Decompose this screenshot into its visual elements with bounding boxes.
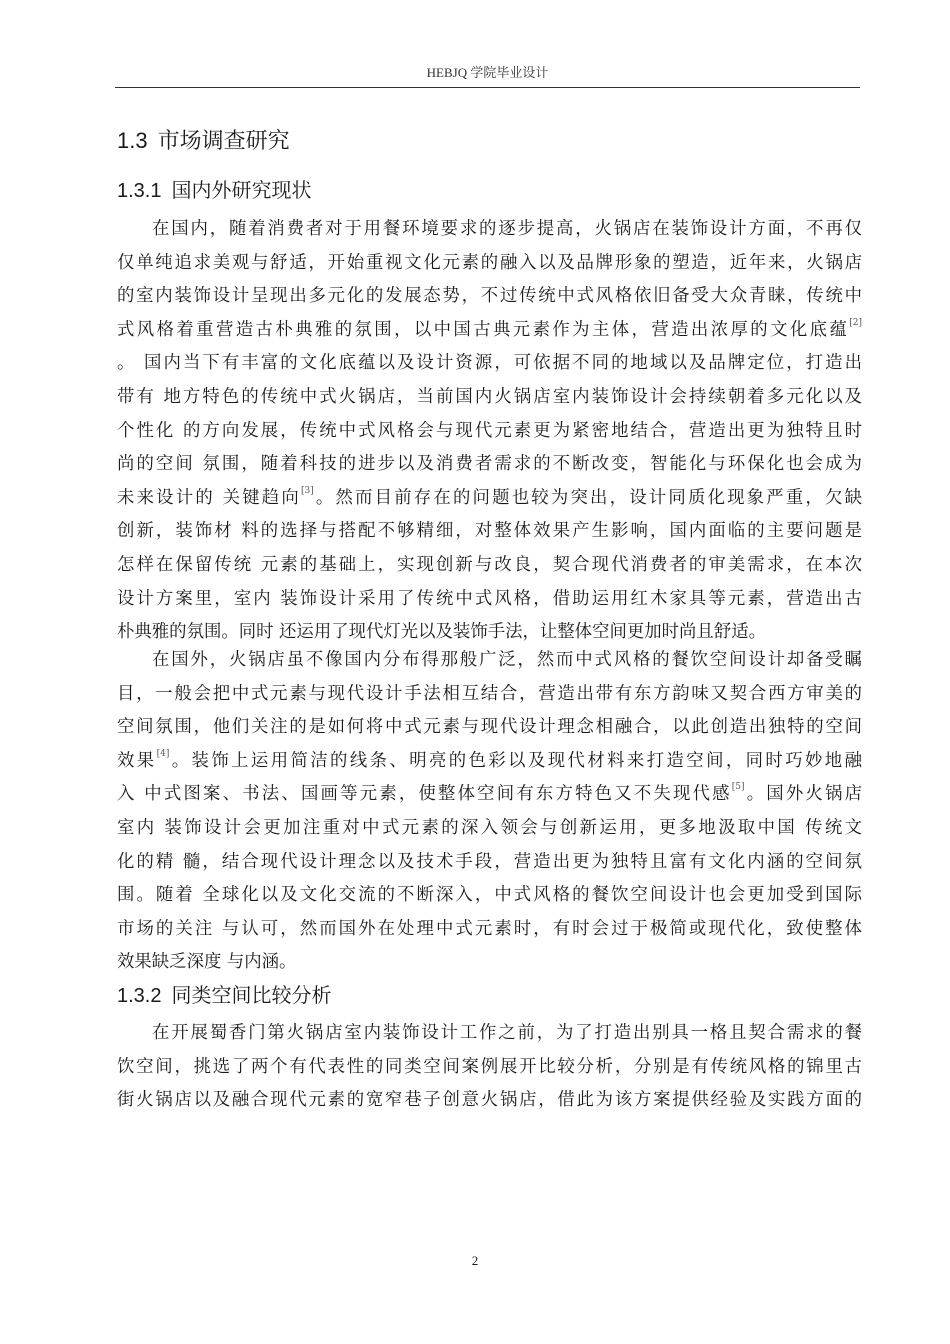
text-line [117,745,862,779]
text-line: 在开展蜀香门第火锅店室内装饰设计工作之前，为了打造出别具一格且契合需求的餐 [152,1023,862,1043]
subsection-number: 1.3.2 [117,985,162,1007]
text-line: 街火锅店以及融合现代元素的宽窄巷子创意火锅店，借此为该方案提供经验及实践方面的 [117,1090,862,1111]
header-divider [115,87,860,88]
text-line: 饮空间，挑选了两个有代表性的同类空间案例展开比较分析，分别是有传统风格的锦里古 [117,1056,862,1077]
citation-ref[interactable]: [5] [731,782,745,793]
section-heading [117,124,290,155]
page-header: HEBJQ 学院毕业设计 [426,65,549,80]
line-text: 。国外火锅店 [744,784,862,805]
line-text: 效果 [117,750,157,771]
page-number: 2 [471,1253,479,1268]
text-line: 创新，装饰材 料的选择与搭配不够精细，对整体效果产生影响，国内面临的主要问题是 [117,521,862,542]
citation-ref[interactable]: [3] [300,485,314,496]
text-line: 带有 地方特色的传统中式火锅店，当前国内火锅店室内装饰设计会持续朝着多元化以及 [117,386,862,407]
text-line: 设计方案里，室内 装饰设计采用了传统中式风格，借助运用红木家具等元素，营造出古 [117,588,862,609]
text-line: 市场的关注 与认可，然而国外在处理中式元素时，有时会过于极简或现代化，致使整体 [117,918,862,939]
text-line: 空间氛围，他们关注的是如何将中式元素与现代设计理念相融合，以此创造出独特的空间 [117,717,862,738]
text-line [117,778,862,812]
text-line: 仅单纯追求美观与舒适，开始重视文化元素的融入以及品牌形象的塑造，近年来，火锅店 [117,252,862,273]
text-line [117,482,862,516]
section-title: 市场调查研究 [157,129,290,154]
line-text: 式风格着重营造古朴典雅的氛围，以中国古典元素作为主体，营造出浓厚的文化底蕴 [117,319,850,340]
text-line: 尚的空间 氛围，随着科技的进步以及消费者需求的不断改变，智能化与环保化也会成为 [117,454,862,475]
citation-ref[interactable]: [2] [849,317,862,328]
subsection-heading [117,174,311,203]
citation-ref[interactable]: [4] [156,748,170,759]
text-line: 目，一般会把中式元素与现代设计手法相互结合，营造出带有东方韵味又契合西方审美的 [117,683,862,704]
text-line: 。 国内当下有丰富的文化底蕴以及设计资源，可依据不同的地域以及品牌定位，打造出 [117,353,862,374]
paragraph-overseas [117,644,862,980]
line-text: 未来设计的 关键趋向 [117,487,301,508]
paragraph-comparison [117,1017,862,1118]
text-line: 围。随着 全球化以及文化交流的不断深入，中式风格的餐饮空间设计也会更加受到国际 [117,885,862,906]
paragraph-domestic [117,213,862,650]
subsection-heading [117,979,331,1008]
text-line: 怎样在保留传统 元素的基础上，实现创新与改良，契合现代消费者的审美需求，在本次 [117,554,862,575]
line-text: 。然而目前存在的问题也较为突出，设计同质化现象严重，欠缺 [313,487,862,508]
text-line: 的室内装饰设计呈现出多元化的发展态势，不过传统中式风格依旧备受大众青睐，传统中 [117,286,862,307]
text-line: 效果缺乏深度 与内涵。 [117,952,297,973]
line-text: 入 中式图案、书法、国画等元素，使整体空间有东方特色又不失现代感 [117,784,732,805]
line-text: 。装饰上运用简洁的线条、明亮的色彩以及现代材料来打造空间，同时巧妙地融 [169,750,862,771]
subsection-title: 国内外研究现状 [171,178,312,202]
text-line: 个性化 的方向发展，传统中式风格会与现代元素更为紧密地结合，营造出更为独特且时 [117,420,862,441]
text-line: 在国外，火锅店虽不像国内分布得那般广泛，然而中式风格的餐饮空间设计却备受瞩 [152,650,862,670]
text-line: 室内 装饰设计会更加注重对中式元素的深入领会与创新运用，更多地汲取中国 传统文 [117,817,862,838]
text-line [117,314,862,348]
text-line: 化的精 髓，结合现代设计理念以及技术手段，营造出更为独特且富有文化内涵的空间氛 [117,851,862,872]
section-number: 1.3 [117,128,148,153]
subsection-title: 同类空间比较分析 [171,983,332,1007]
text-line: 朴典雅的氛围。同时 还运用了现代灯光以及装饰手法，让整体空间更加时尚且舒适。 [117,622,766,643]
text-line: 在国内，随着消费者对于用餐环境要求的逐步提高，火锅店在装饰设计方面，不再仅 [152,219,862,239]
subsection-number: 1.3.1 [117,180,162,202]
